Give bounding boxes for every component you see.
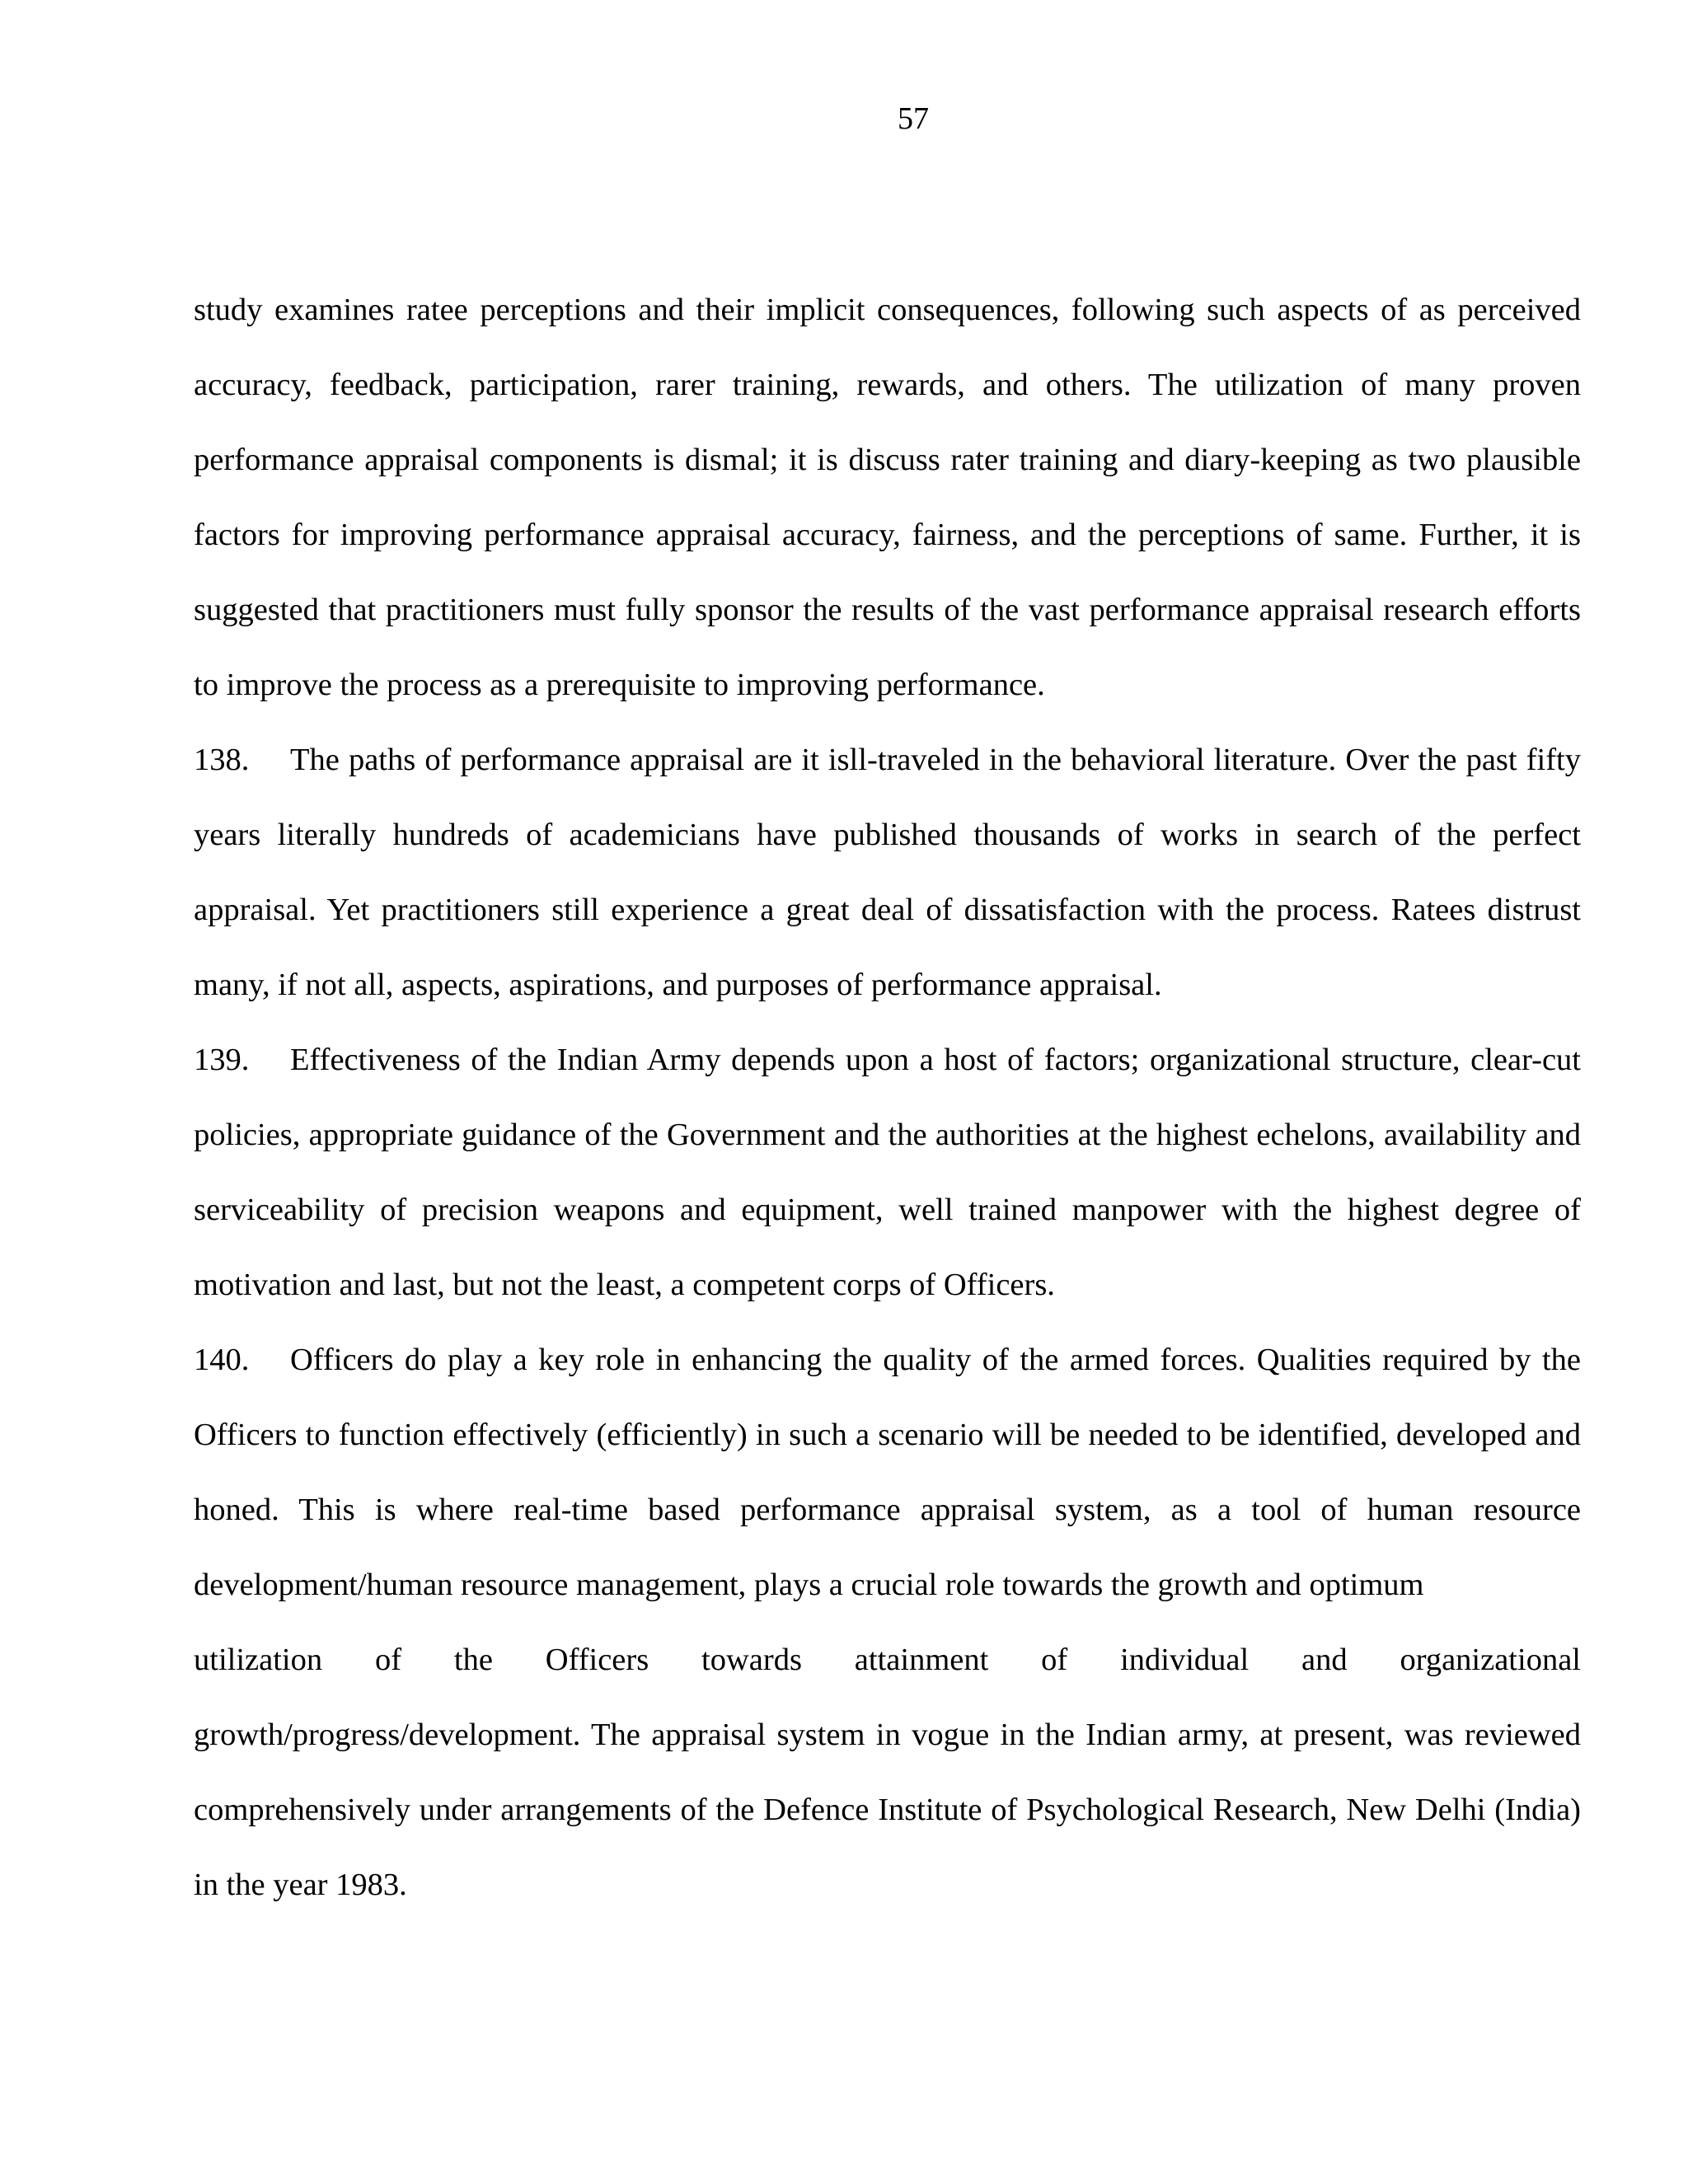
paragraph-number: 138. — [194, 743, 250, 777]
word: towards — [701, 1643, 802, 1677]
word: attainment — [854, 1643, 989, 1677]
word: individual — [1120, 1643, 1250, 1677]
paragraph-140-part2 — [194, 1698, 1581, 1923]
word: organizational — [1400, 1643, 1581, 1677]
word: utilization — [194, 1643, 323, 1677]
page-number: 57 — [898, 101, 929, 136]
paragraph-138 — [194, 723, 1581, 1023]
paragraph-number: 140. — [194, 1343, 250, 1377]
paragraph-139 — [194, 1023, 1581, 1323]
paragraph-text: study examines ratee perceptions and their implicit consequences, following such aspects of as perceived accuracy, feedback, participation, rarer training, rewards, and others. The utilization of many proven performance appraisal components is dismal; it is discuss rater training and diary-keeping as two plausible factors for improving performance appraisal accuracy, fairness, and the perceptions of same. Further, it is suggested that practitioners must fully sponsor the results of the vast performance appraisal research efforts to improve the process as a prerequisite to improving performance. — [194, 293, 1581, 702]
document-body — [194, 273, 1581, 1923]
word: and — [1301, 1643, 1348, 1677]
word: of — [374, 1643, 402, 1677]
word: Officers — [545, 1643, 649, 1677]
paragraph-text: Effectiveness of the Indian Army depends upon a host of factors; organizational structure, clear-cut policies, appropriate guidance of the Government and the authorities at the highest echelons, availability and serviceability of precision weapons and equipment, well trained manpower with the highest degree of motivation and last, but not the least, a competent corps of Officers. — [194, 1043, 1581, 1302]
spread-line — [194, 1623, 1581, 1698]
paragraph-number: 139. — [194, 1043, 250, 1077]
paragraph-140-part1 — [194, 1323, 1581, 1623]
paragraph-140 — [194, 1323, 1581, 1923]
paragraph-text: Officers do play a key role in enhancing the quality of the armed forces. Qualities required by the Officers to function effectively (efficiently) in such a scenario will be needed to be identified, developed and honed. This is where real-time based performance appraisal system, as a tool of human resource development/human resource management, plays a crucial role towards the growth and optimum — [194, 1343, 1581, 1602]
word: of — [1041, 1643, 1068, 1677]
word: the — [453, 1643, 493, 1677]
paragraph-text: The paths of performance appraisal are it isll-traveled in the behavioral literature. Over the past fifty years literally hundreds of academicians have published thousands of works in search of the perfect appraisal. Yet practitioners still experience a great deal of dissatisfaction with the process. Ratees distrust many, if not all, aspects, aspirations, and purposes of performance appraisal. — [194, 743, 1581, 1002]
paragraph-text: growth/progress/development. The appraisal system in vogue in the Indian army, at present, was reviewed comprehensively under arrangements of the Defence Institute of Psychological Research, New Delhi (India) in the year 1983. — [194, 1718, 1581, 1902]
paragraph-continuation — [194, 273, 1581, 723]
